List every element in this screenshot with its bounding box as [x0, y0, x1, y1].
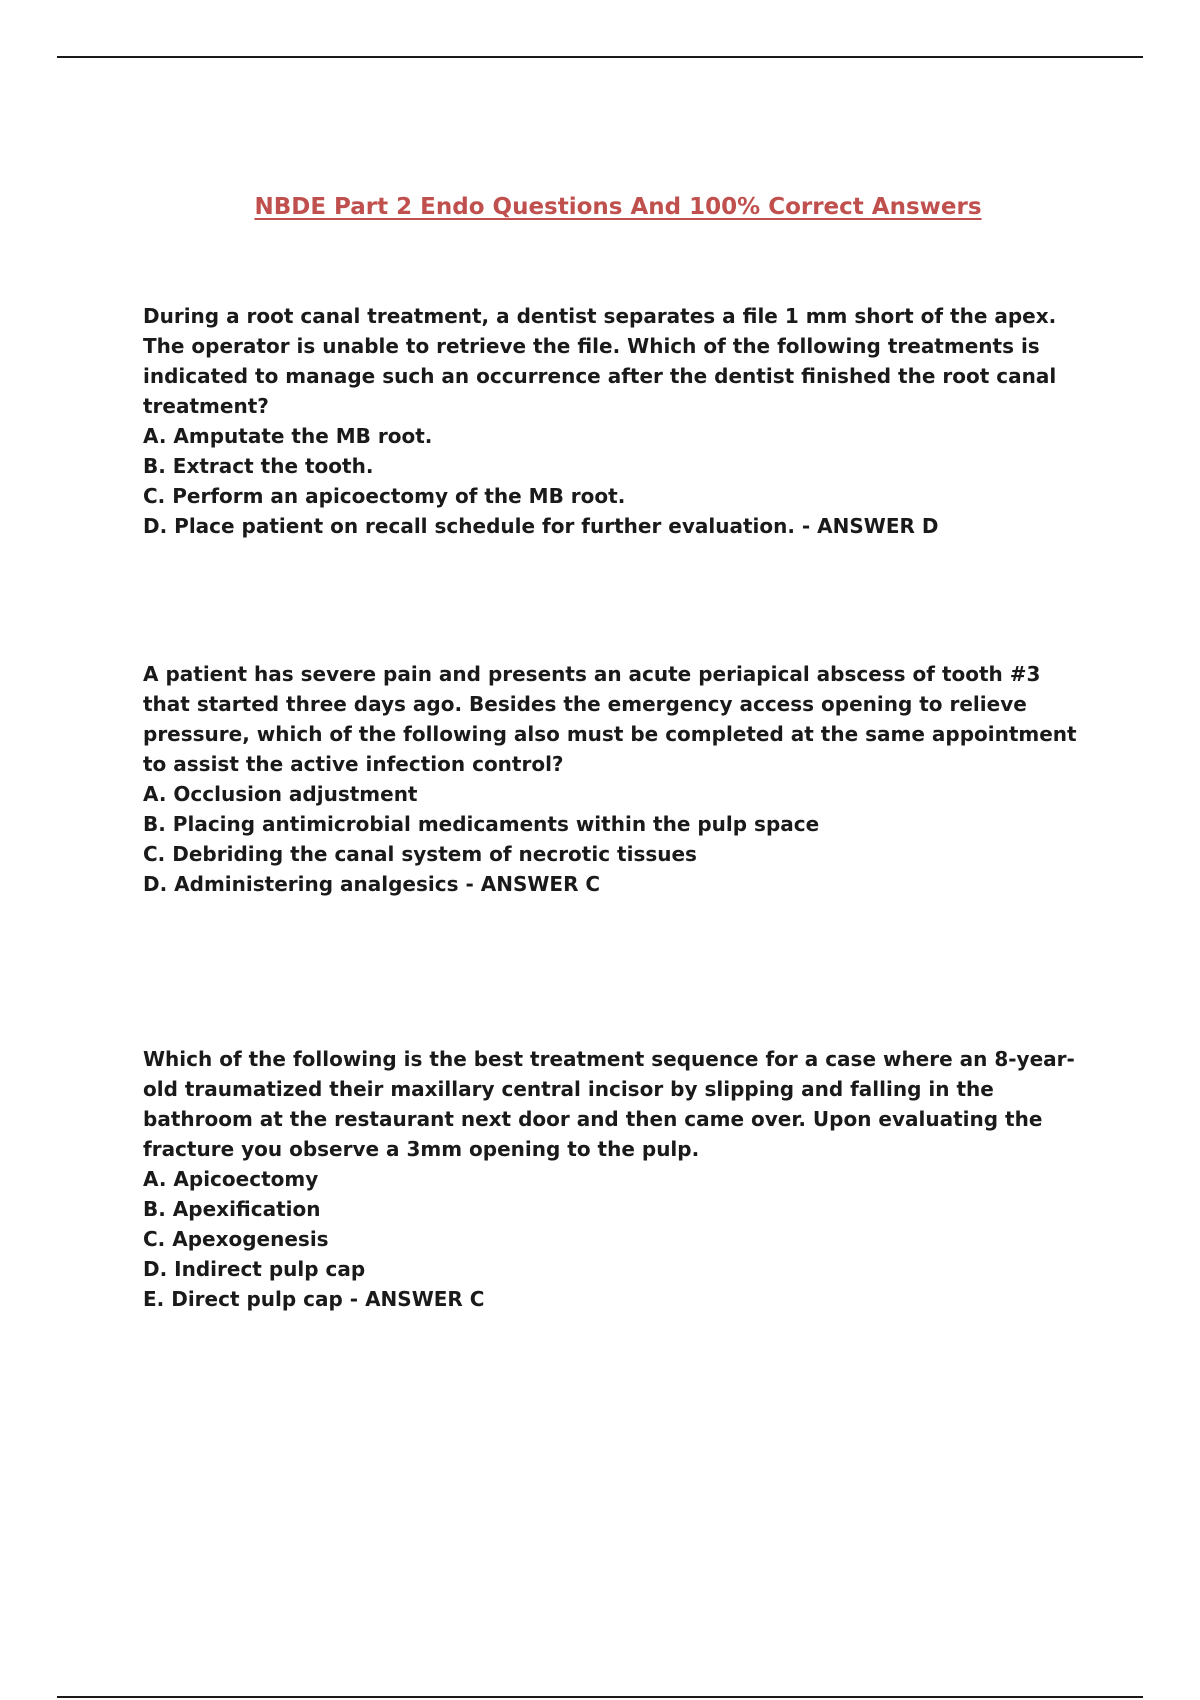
answer-option: B. Extract the tooth.	[143, 454, 374, 478]
answer-option: D. Indirect pulp cap	[143, 1257, 366, 1281]
question-stem: During a root canal treatment, a dentist separates a file 1 mm short of the apex. The operator is unable to retrieve the file. Which of the following treatments is indicated to manage such an occurrence after the dentist finished the root canal treatment?	[143, 304, 1057, 418]
answer-option: D. Place patient on recall schedule for further evaluation. - ANSWER D	[143, 514, 939, 538]
answer-option: C. Perform an apicoectomy of the MB root.	[143, 484, 626, 508]
question-1	[143, 301, 1083, 541]
answer-option: C. Debriding the canal system of necrotic tissues	[143, 842, 697, 866]
answer-option: A. Apicoectomy	[143, 1167, 319, 1191]
question-3	[143, 1044, 1083, 1314]
answer-option: B. Placing antimicrobial medicaments within the pulp space	[143, 812, 820, 836]
answer-option: B. Apexification	[143, 1197, 321, 1221]
bottom-rule	[57, 1696, 1143, 1698]
document-title: NBDE Part 2 Endo Questions And 100% Correct Answers	[254, 194, 982, 220]
answer-option: D. Administering analgesics - ANSWER C	[143, 872, 601, 896]
question-stem: A patient has severe pain and presents an acute periapical abscess of tooth #3 that started three days ago. Besides the emergency access opening to relieve pressure, which of the following also must be completed at the same appointment to assist the active infection control?	[143, 662, 1077, 776]
answer-option: E. Direct pulp cap - ANSWER C	[143, 1287, 485, 1311]
question-2	[143, 659, 1083, 899]
question-stem: Which of the following is the best treatment sequence for a case where an 8-year-old traumatized their maxillary central incisor by slipping and falling in the bathroom at the restaurant next door and then came over. Upon evaluating the fracture you observe a 3mm opening to the pulp.	[143, 1047, 1075, 1161]
answer-option: A. Occlusion adjustment	[143, 782, 418, 806]
answer-option: C. Apexogenesis	[143, 1227, 329, 1251]
top-rule	[57, 56, 1143, 58]
answer-option: A. Amputate the MB root.	[143, 424, 433, 448]
